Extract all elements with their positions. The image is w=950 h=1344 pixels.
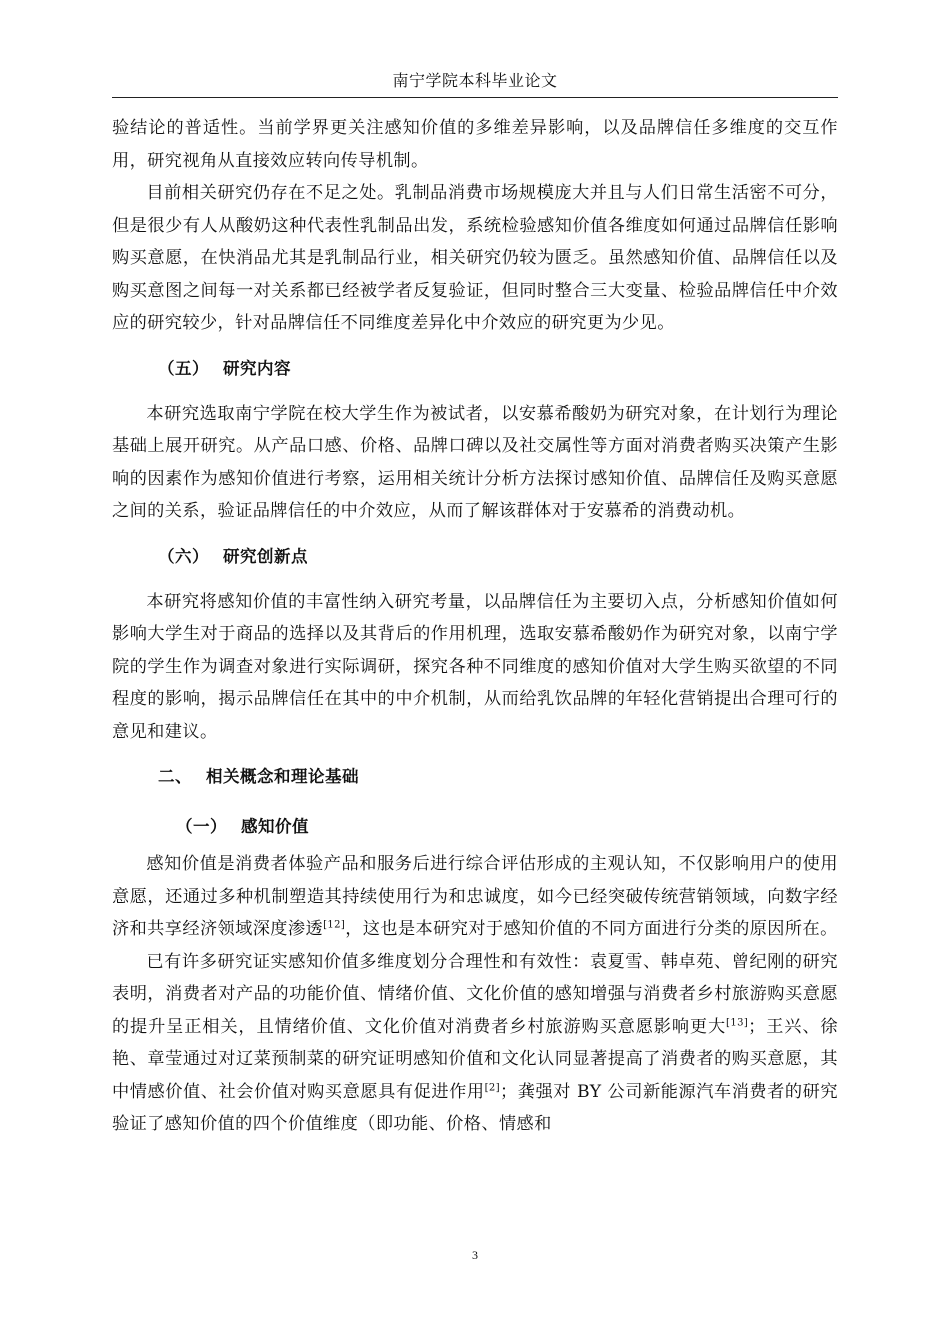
page-header: [112, 70, 838, 98]
citation-13: [13]: [726, 1017, 749, 1028]
chapter-heading: [112, 748, 838, 806]
text-run: ；王兴、徐艳、章莹通过对辽菜预制菜的研究证明感知价值和文化认同显著提高了消费者的购买意愿，其中情感价值、社会价值对购买意愿具有促进作用: [112, 1016, 838, 1102]
heading-number: （一）: [176, 817, 227, 836]
heading-text: 研究内容: [223, 358, 291, 378]
chapter-title: 相关概念和理论基础: [206, 767, 359, 786]
section-heading-research-content: [112, 340, 838, 398]
header-title: 南宁学院本科毕业论文: [392, 71, 558, 90]
citation-12: [12]: [323, 919, 346, 931]
paragraph-innovation: 本研究将感知价值的丰富性纳入研究考量，以品牌信任为主要切入点，分析感知价值如何影响大学生对于商品的选择以及其背后的作用机理，选取安慕希酸奶作为研究对象，以南宁学院的学生作为调查对象进行实际调研，探究各种不同维度的感知价值对大学生购买欲望的不同程度的影响，揭示品牌信任在其中的中介机制，从而给乳饮品牌的年轻化营销提出合理可行的意见和建议。: [112, 591, 838, 742]
heading-text: 研究创新点: [223, 546, 308, 566]
text-run: ，这也是本研究对于感知价值的不同方面进行分类的原因所在。: [345, 919, 838, 939]
chapter-number: 二、: [158, 767, 192, 786]
section-heading-innovation: [112, 528, 838, 586]
paragraph-prior-studies: [112, 946, 838, 1141]
text-run: 已有许多研究证实感知价值多维度划分合理性和有效性：袁夏雪、韩卓苑、曾纪刚的研究表明，消费者对产品的功能价值、情绪价值、文化价值的感知增强与消费者乡村旅游购买意愿的提升呈正相关，且情绪价值、文化价值对消费者乡村旅游购买意愿影响更大: [112, 951, 838, 1037]
text-run: 感知价值是消费者体验产品和服务后进行综合评估形成的主观认知，不仅影响用户的使用意愿，还通过多种机制塑造其持续使用行为和忠诚度，如今已经突破传统营销领域，向数字经济和共享经济领域深度渗透: [112, 854, 838, 939]
heading-number: （六）: [158, 546, 209, 566]
text-run: ；龚强对 BY 公司新能源汽车消费者的研究验证了感知价值的四个价值维度（即功能、价格、情感和: [112, 1081, 838, 1134]
heading-text: 感知价值: [241, 817, 309, 836]
paragraph-research-content: 本研究选取南宁学院在校大学生作为被试者，以安慕希酸奶为研究对象，在计划行为理论基础上展开研究。从产品口感、价格、品牌口碑以及社交属性等方面对消费者购买决策产生影响的因素作为感知价值进行考察，运用相关统计分析方法探讨感知价值、品牌信任及购买意愿之间的关系，验证品牌信任的中介效应，从而了解该群体对于安慕希的消费动机。: [112, 403, 838, 521]
document-body: [112, 112, 838, 1141]
paragraph-continued: 验结论的普适性。当前学界更关注感知价值的多维差异影响，以及品牌信任多维度的交互作用，研究视角从直接效应转向传导机制。: [112, 118, 838, 171]
citation-2: [2]: [484, 1082, 500, 1093]
heading-number: （五）: [158, 358, 209, 378]
paragraph-perceived-value-definition: [112, 848, 838, 946]
paragraph-research-gap: 目前相关研究仍存在不足之处。乳制品消费市场规模庞大并且与人们日常生活密不可分，但是很少有人从酸奶这种代表性乳制品出发，系统检验感知价值各维度如何通过品牌信任影响购买意愿，在快消品尤其是乳制品行业，相关研究仍较为匮乏。虽然感知价值、品牌信任以及购买意图之间每一对关系都已经被学者反复验证，但同时整合三大变量、检验品牌信任中介效应的研究较少，针对品牌信任不同维度差异化中介效应的研究更为少见。: [112, 183, 838, 333]
page-number: 3: [472, 1248, 478, 1262]
subsection-heading-perceived-value: [112, 806, 838, 848]
